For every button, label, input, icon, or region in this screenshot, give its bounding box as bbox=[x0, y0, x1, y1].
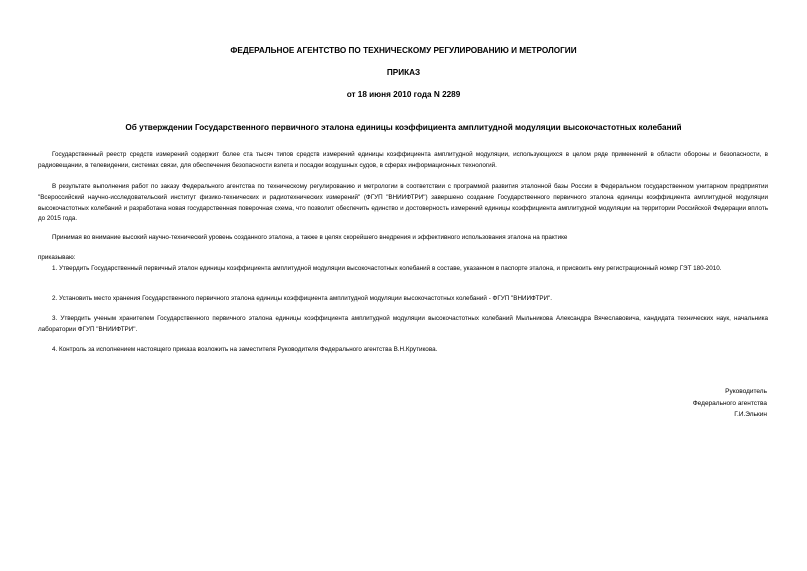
order-item-3-text: 3. Утвердить ученым хранителем Государственного первичного эталона единицы коэффициента амплитудной модуляции высокочастотных колебаний Мыльникова Александра Вячеславовича, кандидата технических наук, начальника лаборатории ФГУП "ВНИИФТРИ". bbox=[38, 315, 768, 333]
doc-date-number: от 18 июня 2010 года N 2289 bbox=[346, 90, 461, 99]
order-item-4-text: 4. Контроль за исполнением настоящего приказа возложить на заместителя Руководителя Федерального агентства В.Н.Крутикова. bbox=[52, 346, 438, 353]
doc-type: ПРИКАЗ bbox=[386, 68, 421, 77]
order-item-1-text: 1. Утвердить Государственный первичный эталон единицы коэффициента амплитудной модуляции высокочастотных колебаний в составе, указанном в паспорте эталона, и присвоить ему регистрационный номер ГЭТ 180-2010. bbox=[52, 265, 722, 272]
agency-name: ФЕДЕРАЛЬНОЕ АГЕНТСТВО ПО ТЕХНИЧЕСКОМУ РЕГУЛИРОВАНИЮ И МЕТРОЛОГИИ bbox=[230, 46, 577, 55]
order-item-4 bbox=[38, 345, 768, 356]
signature-organization: Федерального агентства bbox=[692, 399, 767, 407]
paragraph-1-text: Государственный реестр средств измерений содержит более ста тысяч типов средств измерений единицы коэффициента амплитудной модуляции, использующихся в целом ряде применений в области обороны и безопасности, в радиовещании, в телевидении, системах связи, для обеспечения безопасности взлета и посадки воздушных судов, в сферах информационных технологий. bbox=[38, 151, 768, 169]
order-item-3 bbox=[38, 314, 768, 336]
signature-position: Руководитель bbox=[725, 388, 767, 395]
order-word bbox=[38, 253, 768, 264]
order-item-2-text: 2. Установить место хранения Государственного первичного эталона единицы коэффициента амплитудной модуляции высокочастотных колебаний - ФГУП "ВНИИФТРИ". bbox=[52, 295, 553, 302]
doc-title: Об утверждении Государственного первичного эталона единицы коэффициента амплитудной модуляции высокочастотных колебаний bbox=[125, 123, 682, 132]
order-item-1 bbox=[38, 264, 768, 275]
signature-name: Г.И.Элькин bbox=[734, 411, 767, 418]
signature-block bbox=[693, 386, 767, 421]
order-item-2 bbox=[38, 294, 768, 305]
paragraph-3-text: Принимая во внимание высокий научно-технический уровень созданного эталона, а также в целях скорейшего внедрения и эффективного использования эталона на практике bbox=[52, 234, 568, 241]
order-word-text: приказываю: bbox=[38, 254, 76, 261]
paragraph-3 bbox=[38, 233, 768, 244]
paragraph-2-text: В результате выполнения работ по заказу Федерального агентства по техническому регулированию и метрологии в соответствии с программой развития эталонной базы России в Федеральном государственном унитарном предприятии "Всероссийский научно-исследовательский институт физико-технических и радиотехнических измерений" (ФГУП "ВНИИФТРИ") завершено создание Государственного первичного эталона единицы коэффициента амплитудной модуляции высокочастотных колебаний и разработана новая государственная поверочная схема, что позволит обеспечить единство и достоверность измерений единицы коэффициента амплитудной модуляции на территории Российской Федерации вплоть до 2015 года. bbox=[38, 183, 768, 223]
paragraph-1 bbox=[38, 150, 768, 172]
paragraph-2 bbox=[38, 182, 768, 225]
